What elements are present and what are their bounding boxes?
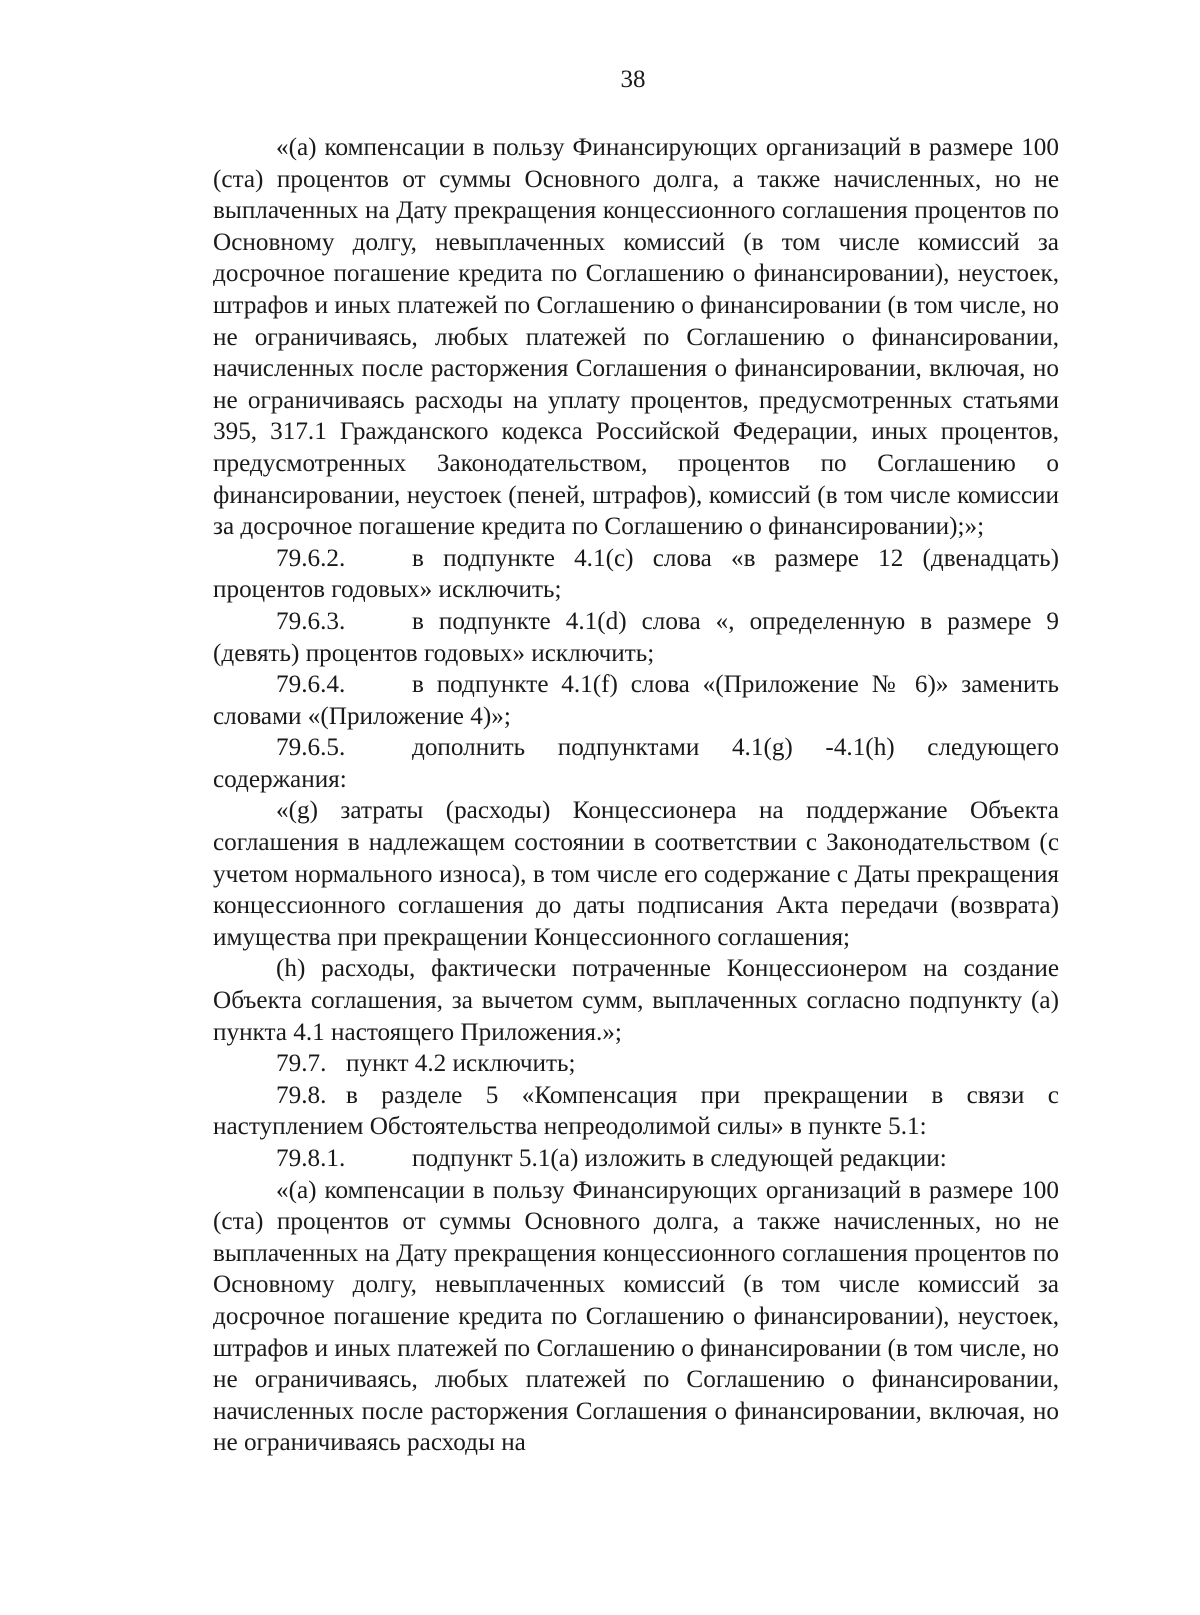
clause-text: в подпункте 4.1(c) слова «в размере 12 (двенадцать) процентов годовых» исключить; — [213, 544, 1059, 604]
clause-number: 79.8. — [276, 1081, 327, 1109]
clause-number: 79.8.1. — [276, 1145, 346, 1172]
clause-text: в разделе 5 «Компенсация при прекращении в связи с наступлением Обстоятельства непреодолимой силы» в пункте 5.1: — [213, 1081, 1059, 1141]
paragraph-subclause-h: (h) расходы, фактически потраченные Концессионером на создание Объекта соглашения, за вычетом сумм, выплаченных согласно подпункту (а) пункта 4.1 настоящего Приложения.»; — [213, 955, 1059, 1046]
clause-number: 79.6.3. — [276, 607, 346, 635]
clause-79-6-3 — [213, 606, 1059, 669]
clause-text: дополнить подпунктами 4.1(g) -4.1(h) следующего содержания: — [213, 734, 1059, 793]
clause-text: в подпункте 4.1(d) слова «, определенную в размере 9 (девять) процентов годовых» исключить; — [213, 607, 1059, 667]
clause-79-8 — [213, 1080, 1059, 1143]
clause-text: в подпункте 4.1(f) слова «(Приложение № 6)» заменить словами «(Приложение 4)»; — [213, 671, 1059, 730]
paragraph-compensation-a: «(а) компенсации в пользу Финансирующих организаций в размере 100 (ста) процентов от суммы Основного долга, а также начисленных, но не выплаченных на Дату прекращения концессионного соглашения процентов по Основному долгу, невыплаченных комиссий (в том числе комиссий за досрочное погашение кредита по Соглашению о финансировании), неустоек, штрафов и иных платежей по Соглашению о финансировании (в том числе, но не ограничиваясь, любых платежей по Соглашению о финансировании, начисленных после расторжения Соглашения о финансировании, включая, но не ограничиваясь расходы на уплату процентов, предусмотренных статьями 395, 317.1 Гражданского кодекса Российской Федерации, иных процентов, предусмотренных Законодательством, процентов по Соглашению о финансировании, неустоек (пеней, штрафов), комиссий (в том числе комиссии за досрочное погашение кредита по Соглашению о финансировании);»; — [213, 134, 1059, 541]
clause-text: пункт 4.2 исключить; — [346, 1050, 576, 1078]
clause-79-6-4 — [213, 669, 1059, 732]
clause-number: 79.6.2. — [276, 544, 346, 572]
paragraph-compensation-a-repeat: «(а) компенсации в пользу Финансирующих организаций в размере 100 (ста) процентов от суммы Основного долга, а также начисленных, но не выплаченных на Дату прекращения концессионного соглашения процентов по Основному долгу, невыплаченных комиссий (в том числе комиссий за досрочное погашение кредита по Соглашению о финансировании), неустоек, штрафов и иных платежей по Соглашению о финансировании (в том числе, но не ограничиваясь, любых платежей по Соглашению о финансировании, начисленных после расторжения Соглашения о финансировании, включая, но не ограничиваясь расходы на — [213, 1176, 1059, 1457]
clause-79-8-1 — [213, 1143, 1059, 1175]
document-body — [213, 132, 1059, 1459]
clause-79-7 — [213, 1048, 1059, 1080]
clause-text: подпункт 5.1(а) изложить в следующей редакции: — [412, 1145, 947, 1172]
clause-79-6-5 — [213, 732, 1059, 795]
clause-number: 79.7. — [276, 1050, 327, 1078]
clause-79-6-2 — [213, 543, 1059, 606]
clause-number: 79.6.4. — [276, 671, 346, 699]
clause-number: 79.6.5. — [276, 734, 346, 762]
page-number: 38 — [620, 66, 646, 93]
paragraph-subclause-g: «(g) затраты (расходы) Концессионера на поддержание Объекта соглашения в надлежащем состоянии в соответствии с Законодательством (с учетом нормального износа), в том числе его содержание с Даты прекращения концессионного соглашения до даты подписания Акта передачи (возврата) имущества при прекращении Концессионного соглашения; — [213, 797, 1059, 951]
